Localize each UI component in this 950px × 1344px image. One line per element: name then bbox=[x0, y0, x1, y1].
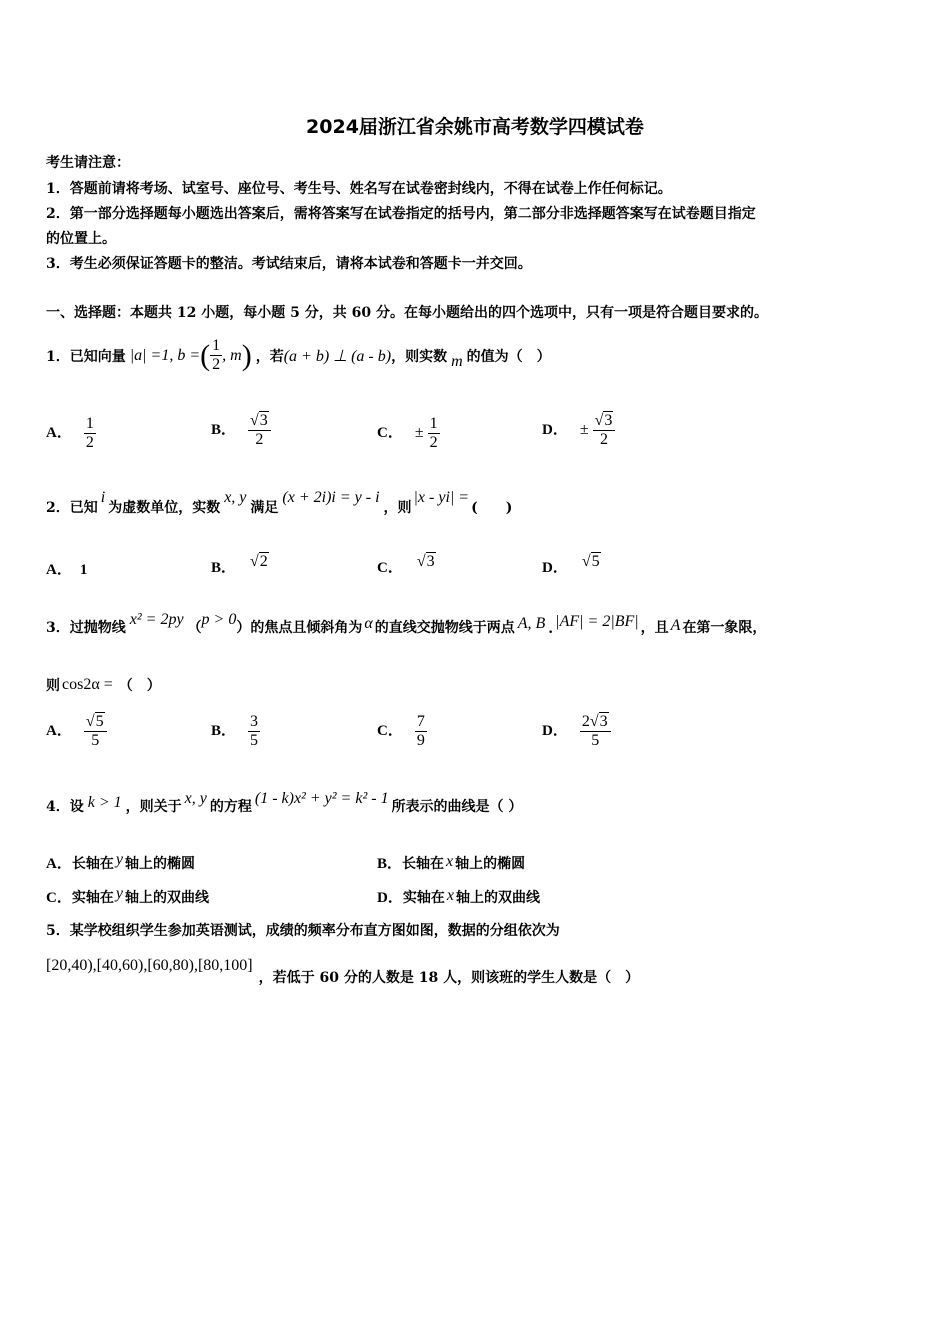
q2-option-b[interactable] bbox=[211, 553, 269, 577]
q1-option-a[interactable] bbox=[46, 415, 96, 452]
q1-option-d-rad: 3 bbox=[604, 412, 613, 429]
q3-text-8: 则 bbox=[46, 678, 60, 694]
q3-math-cos: cos2α = bbox=[62, 676, 113, 693]
q3-text-2: （ bbox=[187, 620, 202, 636]
q1-option-d-num: √3 bbox=[594, 412, 613, 429]
q3-option-c-label: C． bbox=[377, 723, 403, 740]
q3-option-b[interactable] bbox=[211, 713, 260, 750]
q3-math-a: A bbox=[670, 617, 681, 634]
q3-option-a-rad: 5 bbox=[95, 713, 104, 730]
q1-option-a-label: A． bbox=[46, 425, 72, 442]
notice-item-3: 3．考生必须保证答题卡的整洁。考试结束后，请将本试卷和答题卡一并交回。 bbox=[46, 256, 532, 272]
q1-frac-den: 2 bbox=[212, 356, 221, 373]
q2-math-xy: x, y bbox=[224, 489, 247, 506]
q4-option-c[interactable] bbox=[46, 886, 209, 907]
q3-text-7: 在第一象限， bbox=[682, 620, 767, 636]
q4-option-b-var: x bbox=[446, 853, 454, 870]
q3-math-parabola: x² = 2py bbox=[129, 611, 184, 628]
q4-option-d-var: x bbox=[446, 887, 454, 904]
q2-option-c[interactable] bbox=[377, 553, 436, 577]
q4-option-b[interactable] bbox=[377, 852, 525, 873]
q3-option-a[interactable] bbox=[46, 713, 107, 750]
question-3-cont bbox=[46, 675, 161, 695]
notice-item-2: 2．第一部分选择题每小题选出答案后，需将答案写在试卷指定的括号内，第二部分非选择题答案写在试卷题目指定 bbox=[46, 206, 756, 222]
q3-option-d-value bbox=[580, 713, 611, 750]
section-heading: 一、选择题：本题共 12 小题，每小题 5 分，共 60 分。在每小题给出的四个选项中，只有一项是符合题目要求的。 bbox=[46, 305, 768, 321]
question-3 bbox=[46, 611, 767, 637]
q2-option-c-rad: 3 bbox=[426, 553, 435, 570]
q4-option-c-t2: 轴上的双曲线 bbox=[124, 890, 209, 906]
q3-option-b-label: B． bbox=[211, 723, 237, 740]
q4-text-3: 的方程 bbox=[209, 799, 252, 815]
q4-option-d[interactable] bbox=[377, 886, 540, 907]
q1-option-b-num: √3 bbox=[250, 412, 268, 429]
q1-option-a-value bbox=[84, 415, 96, 452]
q2-option-b-value: √2 bbox=[250, 553, 268, 570]
q2-text-5: ( ) bbox=[471, 500, 513, 516]
q3-option-c[interactable] bbox=[377, 713, 427, 750]
q2-math-i: i bbox=[100, 489, 106, 506]
q4-option-b-t1: 长轴在 bbox=[402, 856, 445, 872]
q3-option-a-num: √5 bbox=[85, 713, 104, 730]
q2-text-3: 满足 bbox=[250, 500, 279, 516]
q4-option-b-label: B． bbox=[377, 856, 403, 872]
q3-text-6: ，且 bbox=[640, 620, 669, 636]
q4-text-4: 所表示的曲线是（ ） bbox=[391, 799, 523, 815]
q1-frac-half bbox=[210, 337, 222, 374]
q4-option-c-label: C． bbox=[46, 890, 72, 906]
q1-text-4: 的值为（ ） bbox=[466, 348, 551, 365]
q3-text-5: . bbox=[548, 621, 554, 637]
q4-option-d-label: D． bbox=[377, 890, 403, 906]
q2-option-b-label: B． bbox=[211, 560, 237, 576]
q3-option-d-rad: 3 bbox=[599, 713, 608, 730]
q1-text-1: 1．已知向量 bbox=[46, 348, 126, 365]
q2-text-1: 2．已知 bbox=[46, 500, 98, 516]
q2-option-d[interactable] bbox=[542, 553, 601, 577]
question-5-cont bbox=[46, 957, 640, 987]
q1-option-b-label: B． bbox=[211, 422, 237, 439]
q3-option-b-value bbox=[248, 713, 260, 750]
q1-math-m: , m bbox=[222, 346, 242, 364]
q1-math-vectors: |a| =1, b = bbox=[129, 346, 201, 364]
q3-text-9: （ ） bbox=[118, 678, 161, 694]
q3-math-p: p > 0 bbox=[201, 611, 237, 628]
q1-option-c[interactable] bbox=[377, 415, 440, 452]
q1-option-d-pm: ± bbox=[579, 421, 589, 439]
q1-option-b-value bbox=[248, 412, 271, 449]
q4-option-b-t2: 轴上的椭圆 bbox=[455, 856, 526, 872]
q3-option-d-num: 2√3 bbox=[581, 713, 608, 730]
q2-option-c-value: √3 bbox=[416, 553, 435, 570]
q1-math-var: m bbox=[451, 352, 463, 370]
q1-paren-open: ( bbox=[200, 338, 211, 372]
q1-option-d-label: D． bbox=[542, 422, 568, 439]
q1-option-d-den: 2 bbox=[593, 430, 616, 449]
q3-option-c-den: 9 bbox=[416, 732, 425, 749]
q1-frac-num: 1 bbox=[212, 337, 221, 354]
q1-option-c-den: 2 bbox=[429, 434, 438, 451]
q3-text-4: 的直线交抛物线于两点 bbox=[374, 620, 515, 636]
q3-option-a-label: A． bbox=[46, 723, 72, 740]
q3-math-ratio: |AF| = 2|BF| bbox=[555, 613, 639, 630]
q4-option-d-t2: 轴上的双曲线 bbox=[455, 890, 540, 906]
q3-option-d-den: 5 bbox=[580, 731, 611, 750]
q3-text-3: ）的焦点且倾斜角为 bbox=[236, 620, 363, 636]
q1-option-c-num: 1 bbox=[429, 415, 438, 432]
notice-item-1: 1．答题前请将考场、试室号、座位号、考生号、姓名写在试卷密封线内，不得在试卷上作任何标记。 bbox=[46, 181, 672, 197]
q1-text-2: ，若 bbox=[255, 348, 284, 365]
question-2 bbox=[46, 489, 513, 517]
q2-math-eq: (x + 2i)i = y - i bbox=[282, 489, 380, 506]
q4-math-xy: x, y bbox=[184, 790, 207, 807]
q3-option-d-coef: 2 bbox=[581, 713, 590, 730]
q4-option-a-label: A． bbox=[46, 856, 72, 872]
notice-heading: 考生请注意： bbox=[46, 155, 130, 171]
question-4 bbox=[46, 790, 523, 816]
q3-math-alpha: α bbox=[364, 615, 373, 632]
q1-math-perp: (a + b) ⊥ (a - b) bbox=[283, 347, 392, 365]
q2-math-modulus: |x - yi| = bbox=[413, 489, 470, 506]
q2-option-d-value: √5 bbox=[581, 553, 600, 570]
q1-option-b-rad: 3 bbox=[259, 412, 268, 429]
q2-option-b-rad: 2 bbox=[259, 553, 268, 570]
q2-text-4: ，则 bbox=[383, 500, 412, 516]
question-1 bbox=[46, 337, 551, 374]
q3-option-d-label: D． bbox=[542, 723, 568, 740]
q1-option-d-value bbox=[593, 412, 616, 449]
q2-option-c-label: C． bbox=[377, 560, 403, 576]
notice-item-2-cont: 的位置上。 bbox=[46, 231, 116, 247]
q1-option-c-value bbox=[428, 415, 440, 452]
q3-option-b-num: 3 bbox=[250, 713, 259, 730]
q4-option-d-t1: 实轴在 bbox=[402, 890, 445, 906]
q1-option-d[interactable] bbox=[542, 412, 615, 449]
q4-option-a-var: y bbox=[115, 851, 123, 868]
q1-text-3: ，则实数 bbox=[391, 348, 448, 365]
q2-text-2: 为虚数单位，实数 bbox=[108, 500, 221, 516]
question-5: 5．某学校组织学生参加英语测试，成绩的频率分布直方图如图，数据的分组依次为 bbox=[46, 923, 560, 939]
q4-math-k: k > 1 bbox=[87, 794, 122, 811]
q1-option-a-num: 1 bbox=[85, 415, 94, 432]
q5-text-2: ，若低于 60 分的人数是 18 人，则该班的学生人数是（ ） bbox=[258, 970, 640, 986]
q4-option-c-var: y bbox=[115, 885, 123, 902]
q3-math-ab: A, B bbox=[517, 615, 546, 632]
q2-option-a-label: A． bbox=[46, 562, 72, 578]
q2-option-d-label: D． bbox=[542, 560, 568, 576]
q2-option-a-value: 1 bbox=[79, 562, 88, 578]
q1-option-b-den: 2 bbox=[248, 430, 271, 449]
q4-option-a[interactable] bbox=[46, 852, 195, 873]
q1-option-a-den: 2 bbox=[85, 434, 94, 451]
q3-option-a-value bbox=[84, 713, 107, 750]
q4-text-2: ，则关于 bbox=[125, 799, 182, 815]
q4-math-eq: (1 - k)x² + y² = k² - 1 bbox=[254, 790, 389, 807]
q3-option-c-num: 7 bbox=[416, 713, 425, 730]
q3-option-b-den: 5 bbox=[250, 732, 259, 749]
q2-option-d-rad: 5 bbox=[591, 553, 600, 570]
q3-option-c-value bbox=[415, 713, 427, 750]
q1-paren-close: ) bbox=[241, 338, 252, 372]
q2-option-a[interactable] bbox=[46, 558, 87, 579]
q4-option-a-t1: 长轴在 bbox=[71, 856, 114, 872]
q1-option-b[interactable] bbox=[211, 412, 271, 449]
q3-option-a-den: 5 bbox=[84, 731, 107, 750]
q4-option-c-t1: 实轴在 bbox=[71, 890, 114, 906]
q3-text-1: 3．过抛物线 bbox=[46, 620, 126, 636]
q3-option-d[interactable] bbox=[542, 713, 611, 750]
q4-option-a-t2: 轴上的椭圆 bbox=[124, 856, 195, 872]
q1-option-c-label: C． bbox=[377, 425, 403, 442]
q4-text-1: 4．设 bbox=[46, 799, 84, 815]
q5-math-intervals: [20,40),[40,60),[60,80),[80,100] bbox=[46, 957, 253, 974]
q1-option-c-pm: ± bbox=[414, 424, 424, 442]
page-title: 2024届浙江省余姚市高考数学四模试卷 bbox=[306, 116, 644, 138]
